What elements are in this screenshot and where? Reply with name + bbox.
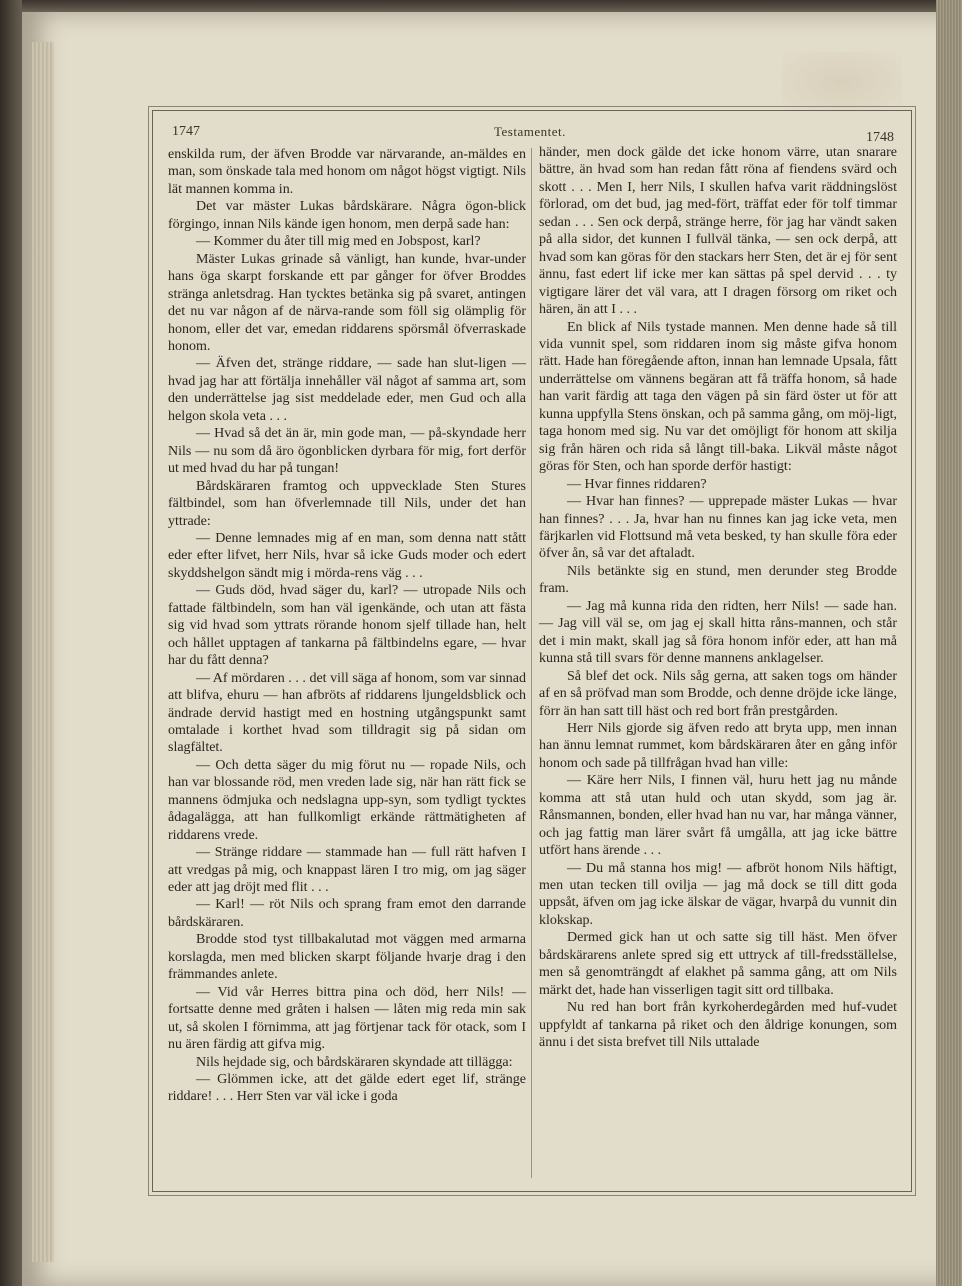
paragraph: — Och detta säger du mig förut nu — ropade Nils, och han var blossande röd, men vreden lade sig, när han rätt fick se mannens ödmjuka och nedslagna upp-syn, som tydligt tycktes ådagalägga, att han fullkomligt erkände rättmätigheten af riddarens vrede.: [168, 757, 526, 843]
paragraph: händer, men dock gälde det icke honom värre, utan snarare bättre, än hvad som han redan fått röna af fiendens svärd och skott . . . Men I, herr Nils, I skullen hafva varit räddningslöst förlorad, om det bud, jag med-fört, träffat eder för tolf timmar sedan . . . Sen ock derpå, stränge herre, för jag har vändt saken på alla sidor, det kunnen I fullväl tänka, — sen ock derpå, att hvad som kan göras för den stackars herr Sten, det är ej för sent ännu, fast edert lif icke mer kan sättas på spel dervid . . . ty vigtigare lärer det väl vara, att I dragen försorg om riket och hären, än att I . . .: [539, 145, 897, 318]
paragraph: — Stränge riddare — stammade han — full rätt hafven I att vredgas på mig, och knappast lären I tro mig, om jag säger eder att jag dröjt med flit . . .: [168, 845, 526, 896]
paragraph: Bårdskäraren framtog och uppvecklade Sten Stures fältbindel, som han öfverlemnade till Nils, under det han yttrade:: [168, 478, 526, 529]
page-number-left: 1747: [172, 124, 200, 139]
paragraph: — Glömmen icke, att det gälde edert eget lif, stränge riddare! . . . Herr Sten var väl icke i goda: [168, 1072, 526, 1105]
paragraph: — Vid vår Herres bittra pina och död, herr Nils! — fortsatte denne med gråten i halsen — låten mig reda min sak ut, så skolen I förnimma, att jag förtjenar tack för otack, som I nu ären färdig att gifva mig.: [168, 984, 526, 1053]
right-column: [539, 144, 897, 1052]
paragraph: — Kommer du åter till mig med en Jobspost, karl?: [196, 234, 481, 250]
paragraph: Det var mäster Lukas bårdskärare. Några ögon-blick förgingo, innan Nils kände igen honom, men derpå sade han:: [168, 199, 526, 232]
paragraph: — Hvad så det än är, min gode man, — på-skyndade herr Nils — nu som då äro ögonblicken dyrbara för mig, fort derför ut med hvad du har på tungan!: [168, 426, 526, 477]
paragraph: Mäster Lukas grinade så vänligt, han kunde, hvar-under hans öga skarpt forskande ett par gånger for öfver Broddes stränga anletsdrag. Han tycktes betänka sig på svaret, antingen det nu var någon af de närva-rande som föll sig olämplig för honom, eller det var, emedan riddarens spörsmål öfverraskade honom.: [168, 251, 526, 354]
paragraph: — Af mördaren . . . det vill säga af honom, som var sinnad att blifva, ehuru — han afbröts af riddarens ljungeldsblick och ändrade dervid hastigt med en hostning utgångspunkt samt omtalade i korthet hvad som tilldragit sig på sidan om slagfältet.: [168, 670, 526, 756]
left-column: [168, 146, 526, 1106]
paragraph: Nu red han bort från kyrkoherdegården med huf-vudet uppfyldt af tankarna på riket och den åldrige konungen, som ännu i det sista brefvet till Nils uttalade: [539, 1000, 897, 1051]
paragraph: En blick af Nils tystade mannen. Men denne hade så till vida vunnit spel, som riddaren inom sig måste gifva honom rätt. Hade han föregående afton, innan han lemnade Upsala, fått underrättelse om vännens begäran att få träffa honom, så hade han varit färdig att taga den vägen på sin färd öster ut för att kunna uppfylla Stens önskan, och på samma gång, om möj-ligt, taga honom med sig. Nu var det omöjligt för honom att skilja sig från hären och rida så långt till-baka. Likväl måste något göras för Sten, och han sporde derför hastigt:: [539, 319, 897, 475]
paragraph: — Hvar finnes riddaren?: [567, 476, 707, 492]
column-divider: [531, 148, 532, 1178]
running-title: Testamentet.: [494, 124, 566, 139]
paragraph: Så blef det ock. Nils såg gerna, att saken togs om händer af en så pröfvad man som Brodde, och denne dröjde icke länge, förr än han satt till häst och red bort från prestgården.: [539, 668, 897, 719]
stacked-page-edges: [32, 42, 54, 1262]
paragraph: Brodde stod tyst tillbakalutad mot väggen med armarna korslagda, men med blicken skarpt följande hvarje drag i den främmandes anlete.: [168, 932, 526, 983]
paragraph: Nils betänkte sig en stund, men derunder steg Brodde fram.: [539, 563, 897, 597]
paragraph: — Karl! — röt Nils och sprang fram emot den darrande bårdskäraren.: [168, 897, 526, 930]
paragraph: Herr Nils gjorde sig äfven redo att bryta upp, men innan han ännu lemnat rummet, kom bårdskäraren åter en gång inför honom och sade på tillfrågan hvad han ville:: [539, 720, 897, 771]
paragraph: Nils hejdade sig, och bårdskäraren skyndade att tillägga:: [196, 1054, 513, 1070]
page-number-right: 1748: [866, 130, 894, 145]
paragraph: — Denne lemnades mig af en man, som denna natt stått eder efter lifvet, herr Nils, hvar så icke Guds moder och edert skyddshelgon sändt mig i mörda-rens väg . . .: [168, 530, 526, 581]
paragraph: — Äfven det, stränge riddare, — sade han slut-ligen — hvad jag har att förtälja innehåller väl något af samma art, som den underrättelse jag sist meddelade eder, men Gud och alla helgon skola veta . . .: [168, 356, 526, 424]
paragraph: — Käre herr Nils, I finnen väl, huru hett jag nu månde komma att stå utan huld och utan skydd, som jag är. Rånsmannen, bonden, eller hvad han nu var, har många vänner, och jag fattig man lärer svårt få umgålla, att jag icke bättre utfört hans ärende . . .: [539, 773, 897, 859]
paragraph: — Guds död, hvad säger du, karl? — utropade Nils och fattade fältbindeln, som han väl igenkände, och utan att fästa sig vid hvad som yttrats rörande honom sjelf tillade han, helt och hållet upptagen af tankarna på fältbindelns egare, — hvar har du fått denna?: [168, 583, 526, 669]
paper-stain: [782, 52, 902, 112]
paragraph: — Hvar han finnes? — upprepade mäster Lukas — hvar han finnes? . . . Ja, hvar han nu finnes kan jag icke veta, men färjkarlen vid Flottsund må veta besked, ty han skulle föra eder öfver ån, så var det aftaladt.: [539, 494, 897, 562]
paragraph: Dermed gick han ut och satte sig till häst. Men öfver bårdskärarens anlete spred sig ett uttryck af till-fredsställelse, men så genomträngdt af elakhet på samma gång, att om Nils märkt det, hade han visserligen tagit sitt ord tillbaka.: [539, 930, 897, 998]
right-page-edges: [936, 0, 962, 1286]
paragraph: enskilda rum, der äfven Brodde var närvarande, an-mäldes en man, som önskade tala med honom om något högst vigtigt. Nils lät mannen komma in.: [168, 147, 526, 197]
paragraph: — Du må stanna hos mig! — afbröt honom Nils häftigt, men utan tecken till ovilja — jag må dock se till ditt goda uppsåt, äfven om jag icke älskar de vägar, hvarpå du vunnit din klokskap.: [539, 860, 897, 928]
paragraph: — Jag må kunna rida den ridten, herr Nils! — sade han. — Jag vill väl se, om jag ej skall hitta råns-mannen, och står det i min makt, skall jag så föra honom inför eder, att han må kunna stå till svars för denne mannens anklagelser.: [539, 598, 897, 667]
